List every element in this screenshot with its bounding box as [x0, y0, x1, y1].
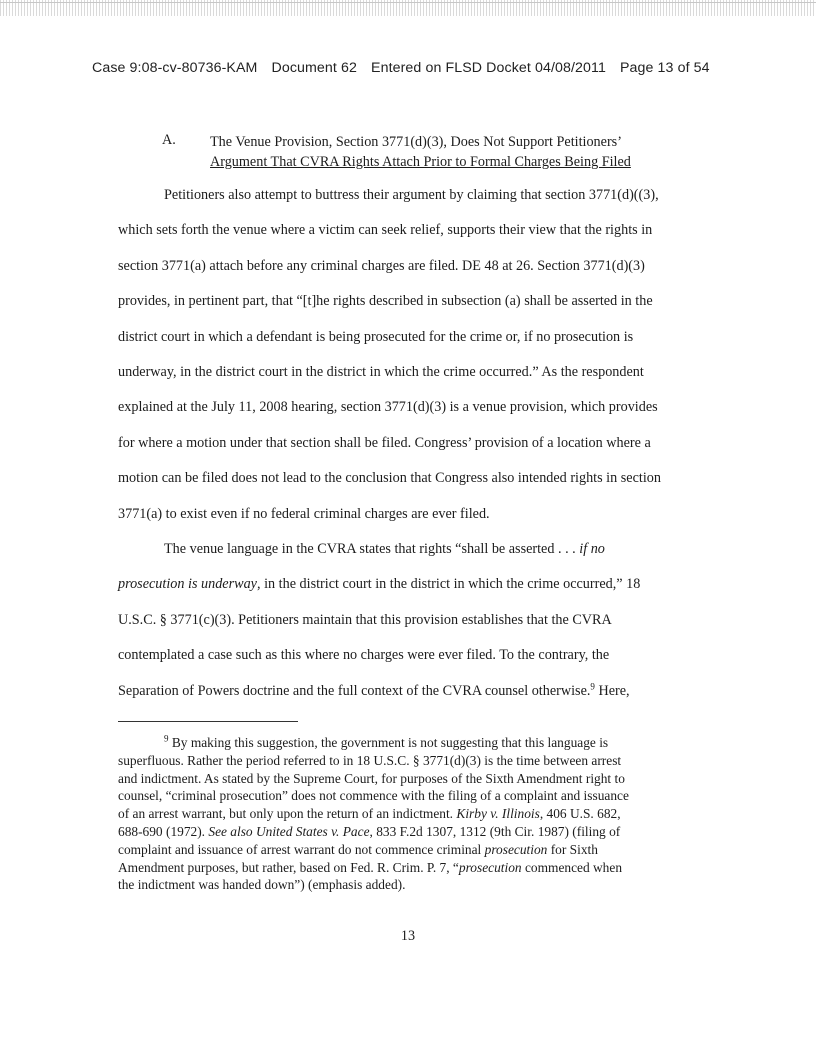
- text-run: Separation of Powers doctrine and the full context of the CVRA counsel otherwise.: [118, 682, 591, 699]
- text-run: , in the district court in the district in which the crime occurred,” 18: [256, 576, 641, 593]
- italic-run: prosecution: [458, 859, 522, 875]
- text-line: district court in which a defendant is being prosecuted for the crime or, if no prosecution is: [118, 328, 634, 345]
- text-line: contemplated a case such as this where no charges were ever filed. To the contrary, the: [118, 647, 610, 664]
- scan-artifact: [0, 0, 816, 16]
- text-line: [118, 674, 696, 709]
- text-run: Here,: [594, 682, 630, 699]
- footnote-line: superfluous. Rather the period referred to in 18 U.S.C. § 3771(d)(3) is the time between arrest: [118, 752, 622, 768]
- text-run: , 406 U.S. 682,: [539, 806, 621, 822]
- page-number: 13: [400, 928, 416, 944]
- section-title-line2: Argument That CVRA Rights Attach Prior to Formal Charges Being Filed: [210, 154, 631, 170]
- text-line: underway, in the district court in the district in which the crime occurred.” As the respondent: [118, 364, 644, 381]
- text-run: 688-690 (1972).: [118, 823, 209, 839]
- body-text: [118, 178, 696, 709]
- text-run: By making this suggestion, the government is not suggesting that this language is: [168, 735, 609, 750]
- footnote-line: [118, 805, 690, 823]
- italic-run: if no: [579, 541, 605, 558]
- text-line: Petitioners also attempt to buttress their argument by claiming that section 3771(d)((3),: [164, 187, 659, 203]
- footnote-line: and indictment. As stated by the Supreme Court, for purposes of the Sixth Amendment right to: [118, 770, 625, 786]
- text-line: section 3771(a) attach before any criminal charges are filed. DE 48 at 26. Section 3771(d)(3): [118, 257, 645, 274]
- text-line: explained at the July 11, 2008 hearing, section 3771(d)(3) is a venue provision, which provides: [118, 399, 658, 416]
- footnote-9: [118, 734, 690, 894]
- document-number: Document 62: [271, 60, 357, 76]
- footnote-marker: 9: [164, 733, 169, 744]
- paragraph-2: [118, 532, 696, 709]
- text-run: , 833 F.2d 1307, 1312 (9th Cir. 1987) (filing of: [369, 823, 621, 839]
- case-number: Case 9:08-cv-80736-KAM: [92, 60, 258, 76]
- case-citation: See also United States v. Pace: [208, 823, 370, 839]
- footnote-line: counsel, “criminal prosecution” does not commence with the filing of a complaint and issuance: [118, 788, 629, 804]
- text-line: U.S.C. § 3771(c)(3). Petitioners maintain that this provision establishes that the CVRA: [118, 611, 612, 628]
- text-line: [118, 532, 696, 567]
- text-line: [118, 567, 696, 602]
- footnote-line: the indictment was handed down”) (emphasis added).: [118, 877, 406, 893]
- text-run: Amendment purposes, but rather, based on Fed. R. Crim. P. 7, “: [118, 859, 459, 875]
- docket-header: [92, 60, 752, 76]
- footnote-reference[interactable]: 9: [590, 680, 595, 691]
- footnote-separator: [118, 721, 298, 722]
- case-citation: Kirby v. Illinois: [456, 806, 540, 822]
- footnote-line: [118, 734, 690, 752]
- section-title: [210, 132, 710, 172]
- italic-run: prosecution is underway: [118, 576, 257, 593]
- footnote-line: [118, 823, 690, 841]
- text-line: 3771(a) to exist even if no federal criminal charges are ever filed.: [118, 505, 490, 522]
- text-run: of an arrest warrant, but only upon the return of an indictment.: [118, 806, 457, 822]
- text-line: which sets forth the venue where a victim can seek relief, supports their view that the rights in: [118, 222, 653, 239]
- italic-run: prosecution: [484, 841, 548, 857]
- footnote-line: [118, 841, 690, 859]
- section-letter: A.: [162, 132, 176, 148]
- footnote-line: [118, 859, 690, 877]
- page-of: Page 13 of 54: [619, 60, 710, 76]
- text-line: for where a motion under that section shall be filed. Congress’ provision of a location where a: [118, 434, 651, 451]
- docket-entry: Entered on FLSD Docket 04/08/2011: [371, 60, 606, 76]
- text-line: motion can be filed does not lead to the conclusion that Congress also intended rights in section: [118, 470, 661, 487]
- text-run: The venue language in the CVRA states that rights “shall be asserted . . .: [164, 541, 580, 558]
- section-title-line1: The Venue Provision, Section 3771(d)(3), Does Not Support Petitioners’: [210, 134, 622, 150]
- text-run: for Sixth: [547, 841, 598, 857]
- text-line: provides, in pertinent part, that “[t]he rights described in subsection (a) shall be asserted in the: [118, 293, 653, 310]
- text-run: commenced when: [521, 859, 623, 875]
- text-run: complaint and issuance of arrest warrant do not commence criminal: [118, 841, 485, 857]
- paragraph-1: [118, 178, 696, 532]
